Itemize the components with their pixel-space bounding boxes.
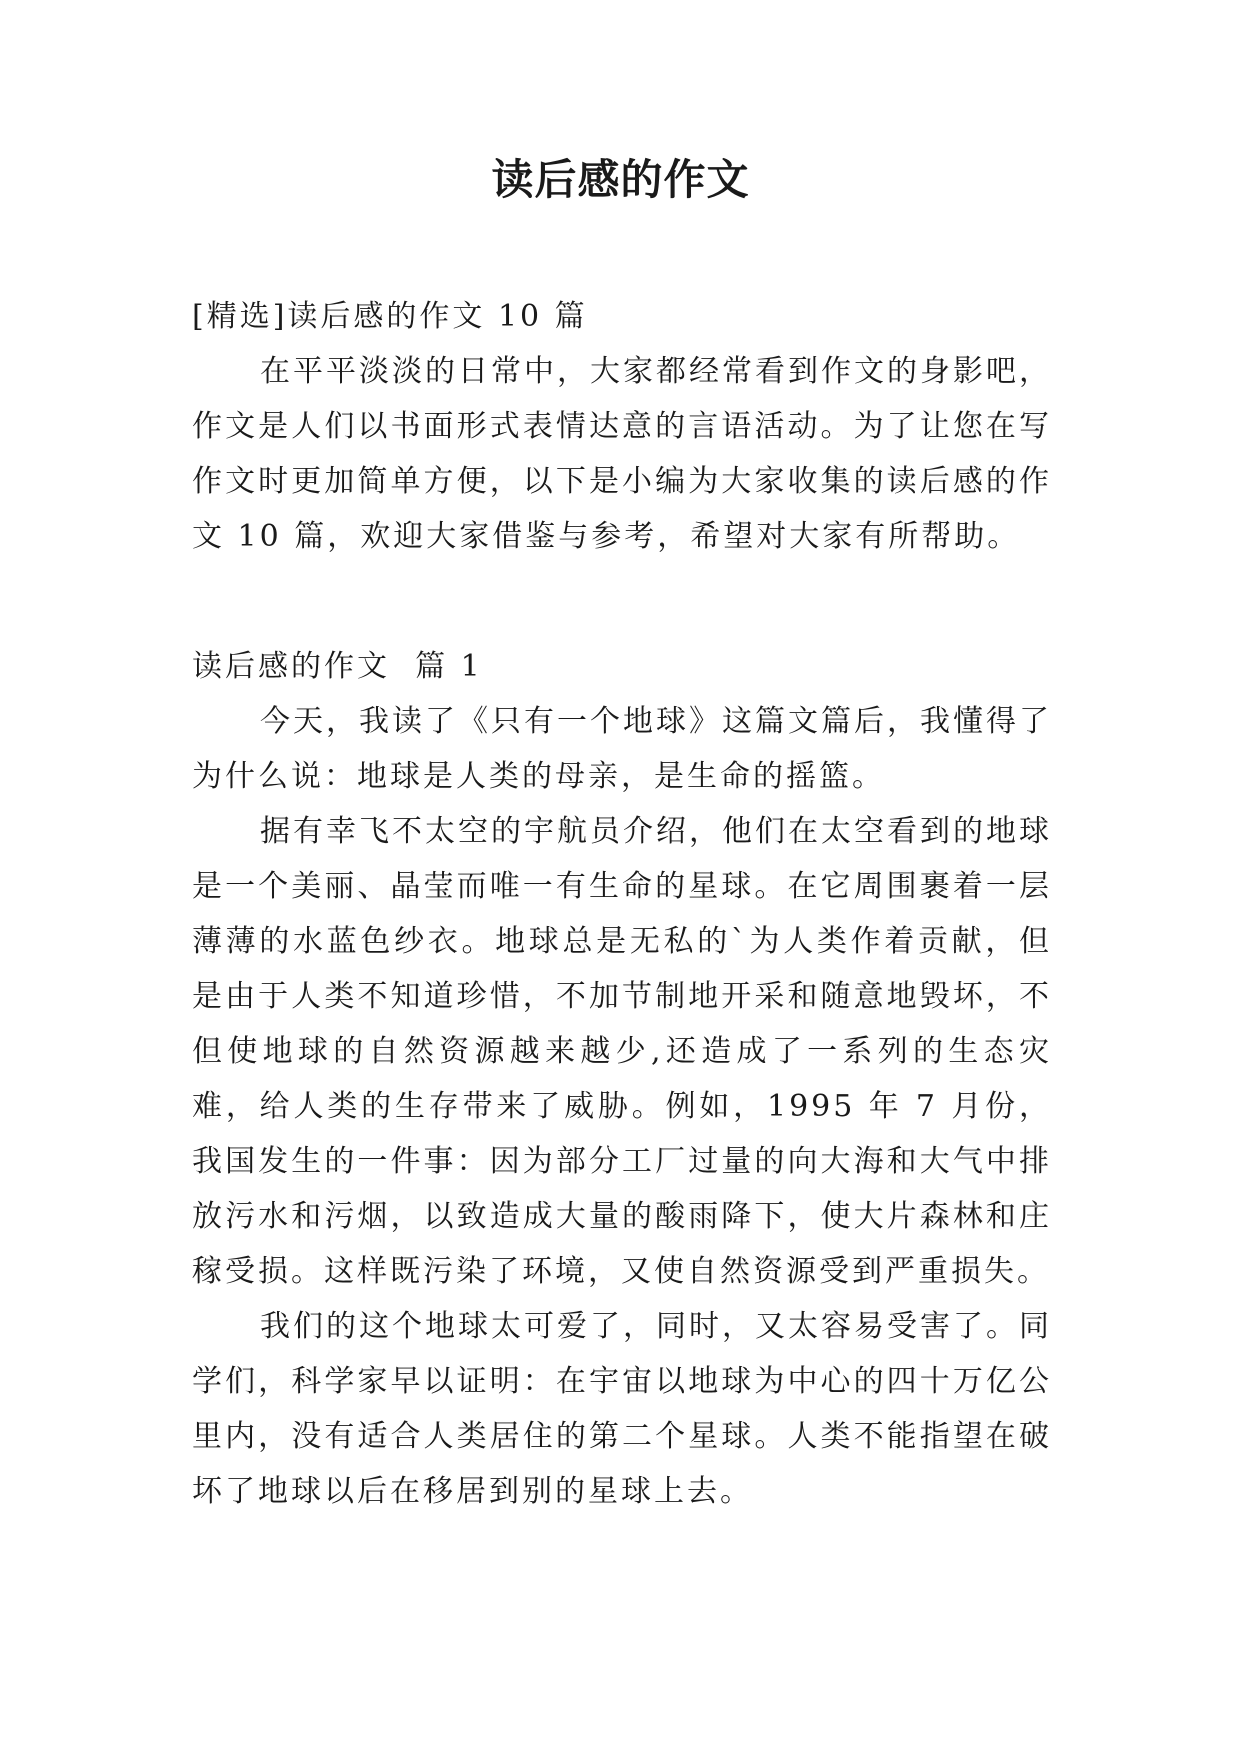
body-paragraph: 今天，我读了《只有一个地球》这篇文篇后，我懂得了为什么说：地球是人类的母亲，是生命的摇篮。 [192,704,1052,794]
article-body [192,694,1052,1519]
subtitle-text: [精选]读后感的作文 10 篇 [192,299,588,334]
section-heading-block [192,639,1052,694]
section-heading: 读后感的作文 篇 1 [192,649,483,684]
intro-paragraph: 在平平淡淡的日常中，大家都经常看到作文的身影吧，作文是人们以书面形式表情达意的言语活动。为了让您在写作文时更加简单方便，以下是小编为大家收集的读后感的作文 10 篇，欢迎大家借鉴与参考，希望对大家有所帮助。 [192,354,1052,554]
intro-block [192,344,1052,564]
document-title: 读后感的作文 [491,155,750,204]
body-paragraph: 据有幸飞不太空的宇航员介绍，他们在太空看到的地球是一个美丽、晶莹而唯一有生命的星球。在它周围裹着一层薄薄的水蓝色纱衣。地球总是无私的`为人类作着贡献，但是由于人类不知道珍惜，不加节制地开采和随意地毁坏，不但使地球的自然资源越来越少,还造成了一系列的生态灾难，给人类的生存带来了威胁。例如，1995 年 7 月份，我国发生的一件事：因为部分工厂过量的向大海和大气中排放污水和污烟，以致造成大量的酸雨降下，使大片森林和庄稼受损。这样既污染了环境，又使自然资源受到严重损失。 [192,814,1052,1289]
document-subtitle [192,289,1052,344]
body-paragraph: 我们的这个地球太可爱了，同时，又太容易受害了。同学们，科学家早以证明：在宇宙以地球为中心的四十万亿公里内，没有适合人类居住的第二个星球。人类不能指望在破坏了地球以后在移居到别的星球上去。 [192,1309,1052,1509]
